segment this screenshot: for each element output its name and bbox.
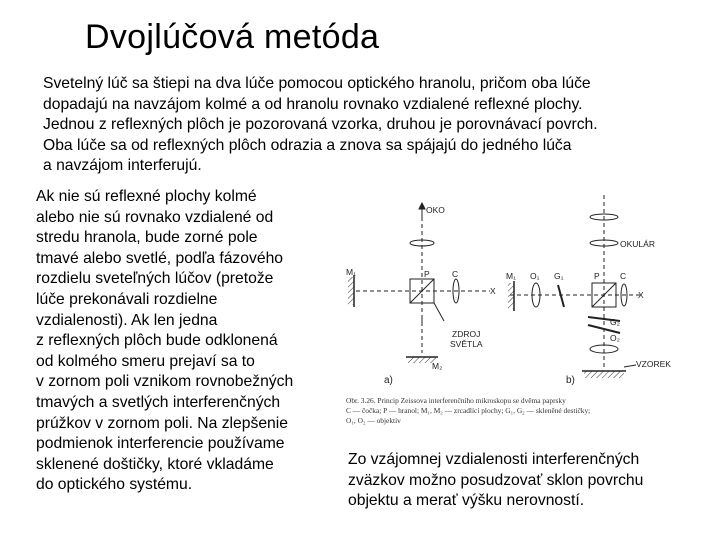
intro-paragraph (43, 74, 715, 177)
label-g1: G₁ (554, 271, 564, 281)
figure-caption-line: O₁, O₂ — objektiv (346, 416, 401, 425)
right-line: zväzkov možno posudzovať sklon povrchu (348, 471, 644, 489)
diagram-b (508, 195, 640, 378)
left-line: do optického systému. (36, 476, 193, 494)
left-paragraph (36, 187, 336, 496)
left-line: lúče prekonávali rozdielne (36, 290, 218, 308)
left-line: podmienok interferencie používame (36, 435, 285, 453)
eye-arrowhead (419, 203, 425, 209)
sample-hatch (584, 371, 624, 378)
left-line: stredu hranola, bude zorné pole (36, 229, 258, 247)
figure-caption-line: Obr. 3.26. Princip Zeissova interferenčního mikroskopu se dvěma paprsky (346, 396, 566, 405)
intro-line: a navzájom interferujú. (43, 157, 202, 174)
label-oko: OKO (426, 205, 445, 215)
label-zdroj: ZDROJ (452, 329, 481, 339)
left-line: od kolmého smeru prejaví sa to (36, 352, 255, 370)
mirror-m1-hatch (348, 277, 354, 305)
sample-pointer (624, 365, 636, 367)
right-line: objektu a merať výšku nerovností. (348, 492, 585, 509)
right-paragraph (348, 450, 718, 512)
left-line: sklenené doštičky, ktoré vkladáme (36, 455, 274, 473)
left-line: v zornom poli vznikom rovnobežných (36, 373, 294, 391)
label-p-b: P (594, 271, 600, 281)
label-okular: OKULÁR (620, 239, 655, 249)
left-line: alebo nie sú rovnako vzdialené od (36, 208, 274, 226)
label-o2: O₂ (610, 333, 620, 343)
left-line: rozdielu sveteľných lúčov (pretože (36, 270, 274, 288)
label-m1-a: M₁ (346, 267, 356, 277)
label-vzorek: VZOREK (636, 359, 671, 369)
label-svetla: SVĚTLA (450, 339, 483, 349)
label-p-a: P (424, 269, 430, 279)
label-x-a: X (490, 286, 496, 296)
mirror-m1b-hatch (508, 283, 514, 309)
label-o1: O₁ (530, 271, 540, 281)
left-line: tmavé alebo svetlé, podľa fázového (36, 249, 284, 267)
label-m2-a: M₂ (432, 361, 443, 371)
intro-line: dopadajú na navzájom kolmé a od hranolu rovnako vzdialené reflexné plochy. (43, 95, 583, 113)
left-line: Ak nie sú reflexné plochy kolmé (36, 188, 257, 205)
label-g2: G₂ (610, 317, 620, 327)
label-x-b: X (638, 290, 644, 300)
label-panel-a: a) (384, 375, 393, 386)
left-line: prúžkov v zornom poli. Na zlepšenie (36, 414, 288, 432)
intro-line: Svetelný lúč sa štiepi na dva lúče pomocou optického hranolu, pričom oba lúče (43, 75, 591, 92)
source-arrow (434, 303, 444, 321)
label-c-a: C (452, 269, 459, 279)
figure-caption-line: C — čočka; P — hranol; M₁, M₂ — zrcadlící plochy; G₁, G₂ — skleněné destičky; (346, 406, 591, 415)
label-m1-b: M₁ (506, 271, 516, 281)
plate-g1 (558, 285, 564, 307)
left-line: vzdialenosti). Ak len jedna (36, 311, 218, 329)
intro-line: Jednou z reflexných plôch je pozorovaná vzorka, druhou je porovnávací povrch. (43, 116, 598, 133)
left-line: z reflexných plôch bude odklonená (36, 332, 278, 350)
intro-line: Oba lúče sa od reflexných plôch odrazia a znova sa spájajú do jedného lúča (43, 136, 572, 154)
left-line: tmavých a svetlých interferenčných (36, 393, 281, 411)
label-panel-b: b) (566, 375, 575, 386)
label-c-b: C (620, 271, 627, 281)
right-line: Zo vzájomnej vzdialenosti interferenčných (348, 451, 640, 468)
interferometer-figure (340, 193, 718, 433)
page-title: Dvojlúčová metóda (85, 18, 380, 56)
